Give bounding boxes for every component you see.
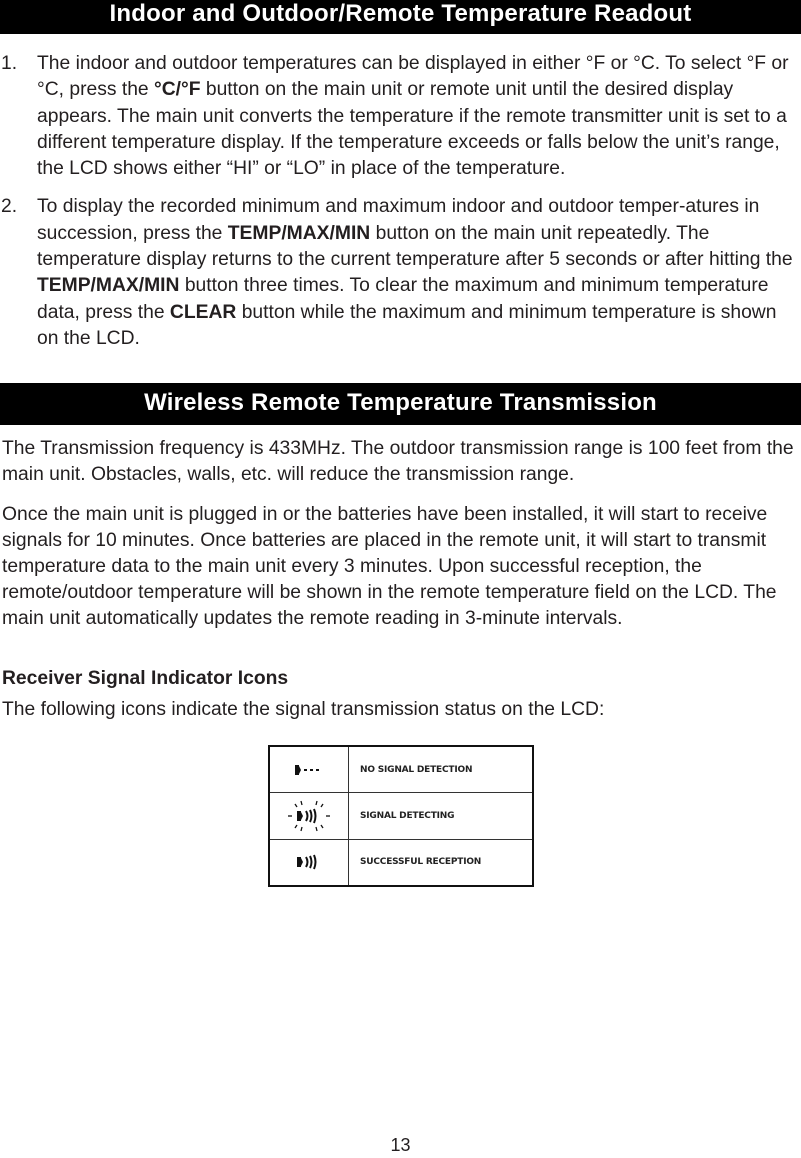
temp-max-min-button-name: TEMP/MAX/MIN: [227, 222, 371, 244]
icon-label: SUCCESSFUL RECEPTION: [349, 839, 534, 886]
signal-icon-table: [268, 745, 534, 887]
icon-cell: [269, 793, 349, 840]
table-row: [269, 746, 533, 793]
item-text: button while the maximum and minimum temperature is shown on the LCD.: [37, 301, 777, 349]
item-text: button on the main unit or remote unit until the desired display appears. The main unit converts the temperature if the remote transmitter unit is set to a different temperature display. If the temperature exceeds or falls below the unit’s range, the LCD shows either “HI” or “LO” in place of the temperature.: [37, 79, 787, 180]
table-row: [269, 839, 533, 886]
paragraph-frequency: The Transmission frequency is 433MHz. The outdoor transmission range is 100 feet from the main unit. Obstacles, walls, etc. will reduce the transmission range.: [2, 438, 794, 485]
item-text: button on the main unit repeatedly. The temperature display returns to the current temperature after 5 seconds or after hitting the: [37, 222, 793, 271]
section-title-temperature-readout: Indoor and Outdoor/Remote Temperature Readout: [0, 0, 801, 34]
clear-button-name: CLEAR: [169, 301, 237, 323]
item-text: The indoor and outdoor temperatures can be displayed in either °F or °C. To select °F or °C, press the: [37, 53, 789, 101]
no-signal-icon: [289, 760, 329, 780]
item-text: To display the recorded minimum and maximum indoor and outdoor temper-atures in succession, press the: [37, 196, 760, 244]
table-row: [269, 793, 533, 840]
list-number: 1.: [1, 53, 18, 74]
page-number: 13: [390, 1135, 411, 1155]
temp-max-min-button-name: TEMP/MAX/MIN: [37, 275, 180, 297]
list-number: 2.: [1, 196, 18, 218]
section-title-wireless-transmission: Wireless Remote Temperature Transmission: [0, 383, 801, 425]
signal-detecting-icon: [279, 796, 339, 836]
successful-reception-icon: [289, 850, 329, 874]
icon-cell: [269, 839, 349, 886]
paragraph-icons-intro: The following icons indicate the signal transmission status on the LCD:: [2, 699, 605, 720]
paragraph-reception: Once the main unit is plugged in or the batteries have been installed, it will start to receive signals for 10 minutes. Once batteries are placed in the remote unit, it will start to transmit temperature data to the main unit every 3 minutes. Upon successful reception, the remote/outdoor temperature will be shown in the remote temperature field on the LCD. The main unit automatically updates the remote reading in 3-minute intervals.: [2, 504, 777, 629]
icon-cell: [269, 746, 349, 793]
icon-label: SIGNAL DETECTING: [349, 793, 534, 840]
list-item: [0, 194, 801, 352]
list-item: [0, 51, 801, 182]
instruction-list: [0, 51, 801, 364]
item-text: button three times. To clear the maximum and minimum temperature data, press the: [37, 275, 769, 323]
icon-label: NO SIGNAL DETECTION: [349, 746, 534, 793]
cf-button-name: °C/°F: [154, 79, 201, 101]
subheading-signal-icons: Receiver Signal Indicator Icons: [2, 668, 289, 689]
